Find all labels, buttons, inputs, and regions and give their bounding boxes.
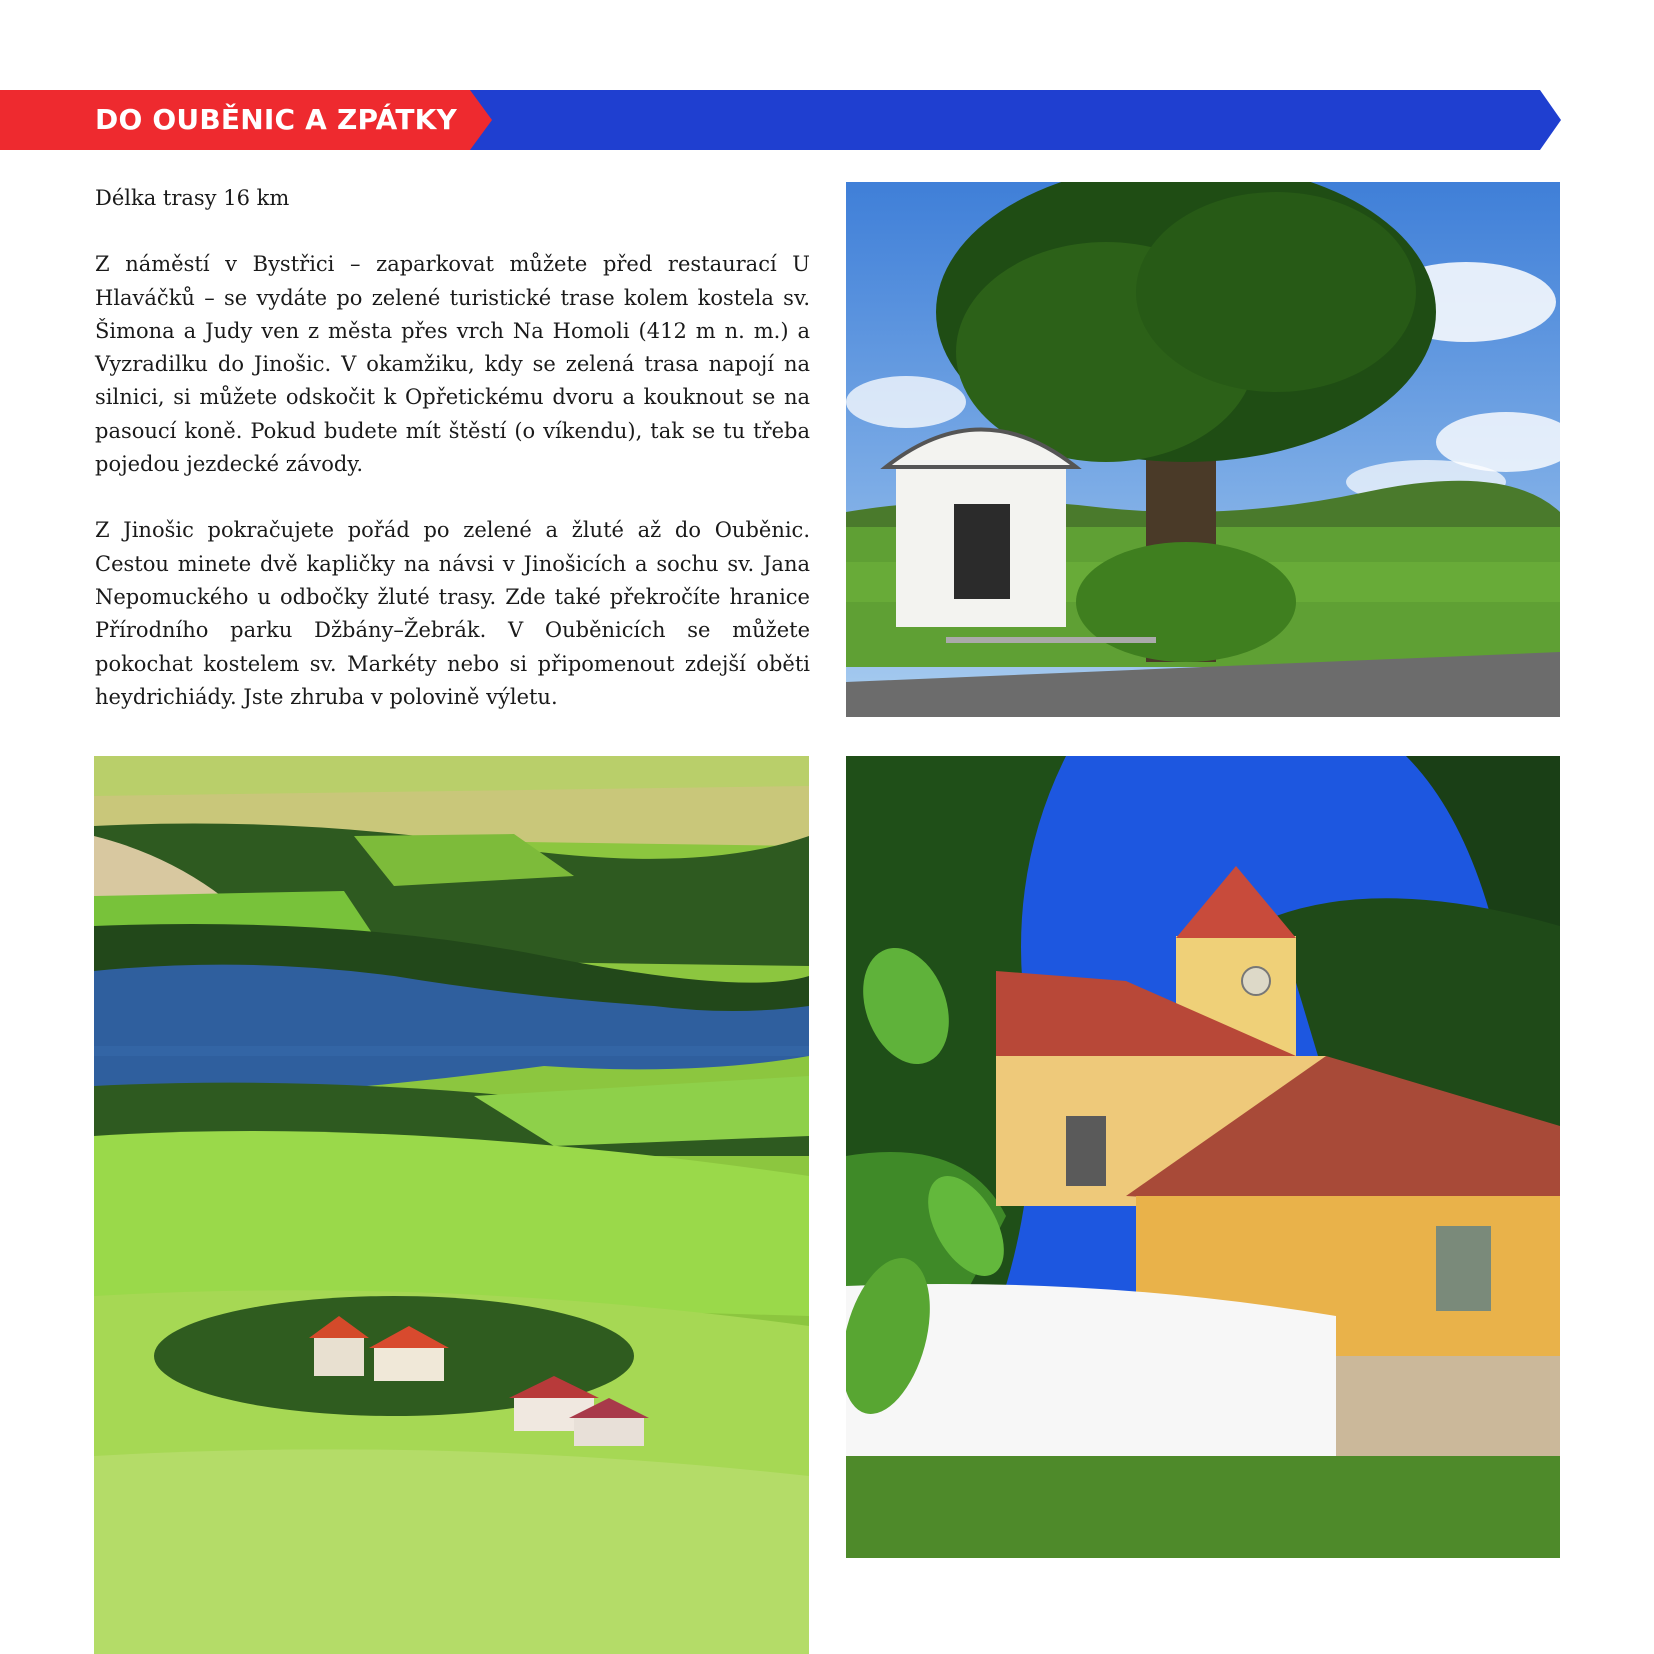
banner-blue-arrow: [440, 90, 1561, 150]
photo-chapel-tree: [846, 182, 1560, 717]
paragraph-2: Z Jinošic pokračujete pořád po zelené a žluté až do Ouběnic. Cestou minete dvě kapličky na návsi v Jinošicích a sochu sv. Jana Nepomuckého u odbočky žluté trasy. Zde také překročíte hranice Přírodního parku Džbány–Žebrák. V Ouběnicích se můžete pokochat kostelem sv. Markéty nebo si připomenout zdejší oběti heydrichiády. Jste zhruba v polovině výletu.: [95, 518, 810, 709]
route-length: Délka trasy 16 km: [95, 186, 290, 210]
page-title: DO OUBĚNIC A ZPÁTKY: [95, 103, 457, 136]
photo-church: [846, 756, 1560, 1558]
article-text: [95, 182, 810, 714]
photo-landscape-lake: [94, 756, 809, 1654]
paragraph-1: Z náměstí v Bystřici – zaparkovat můžete před restaurací U Hlaváčků – se vydáte po zelené turistické trase kolem kostela sv. Šimona a Judy ven z města přes vrch Na Homoli (412 m n. m.) a Vyzradilku do Jinošic. V okamžiku, kdy se zelená trasa napojí na silnici, si můžete odskočit k Opřetickému dvoru a kouknout se na pasoucí koně. Pokud budete mít štěstí (o víkendu), tak se tu třeba pojedou jezdecké závody.: [95, 252, 810, 477]
